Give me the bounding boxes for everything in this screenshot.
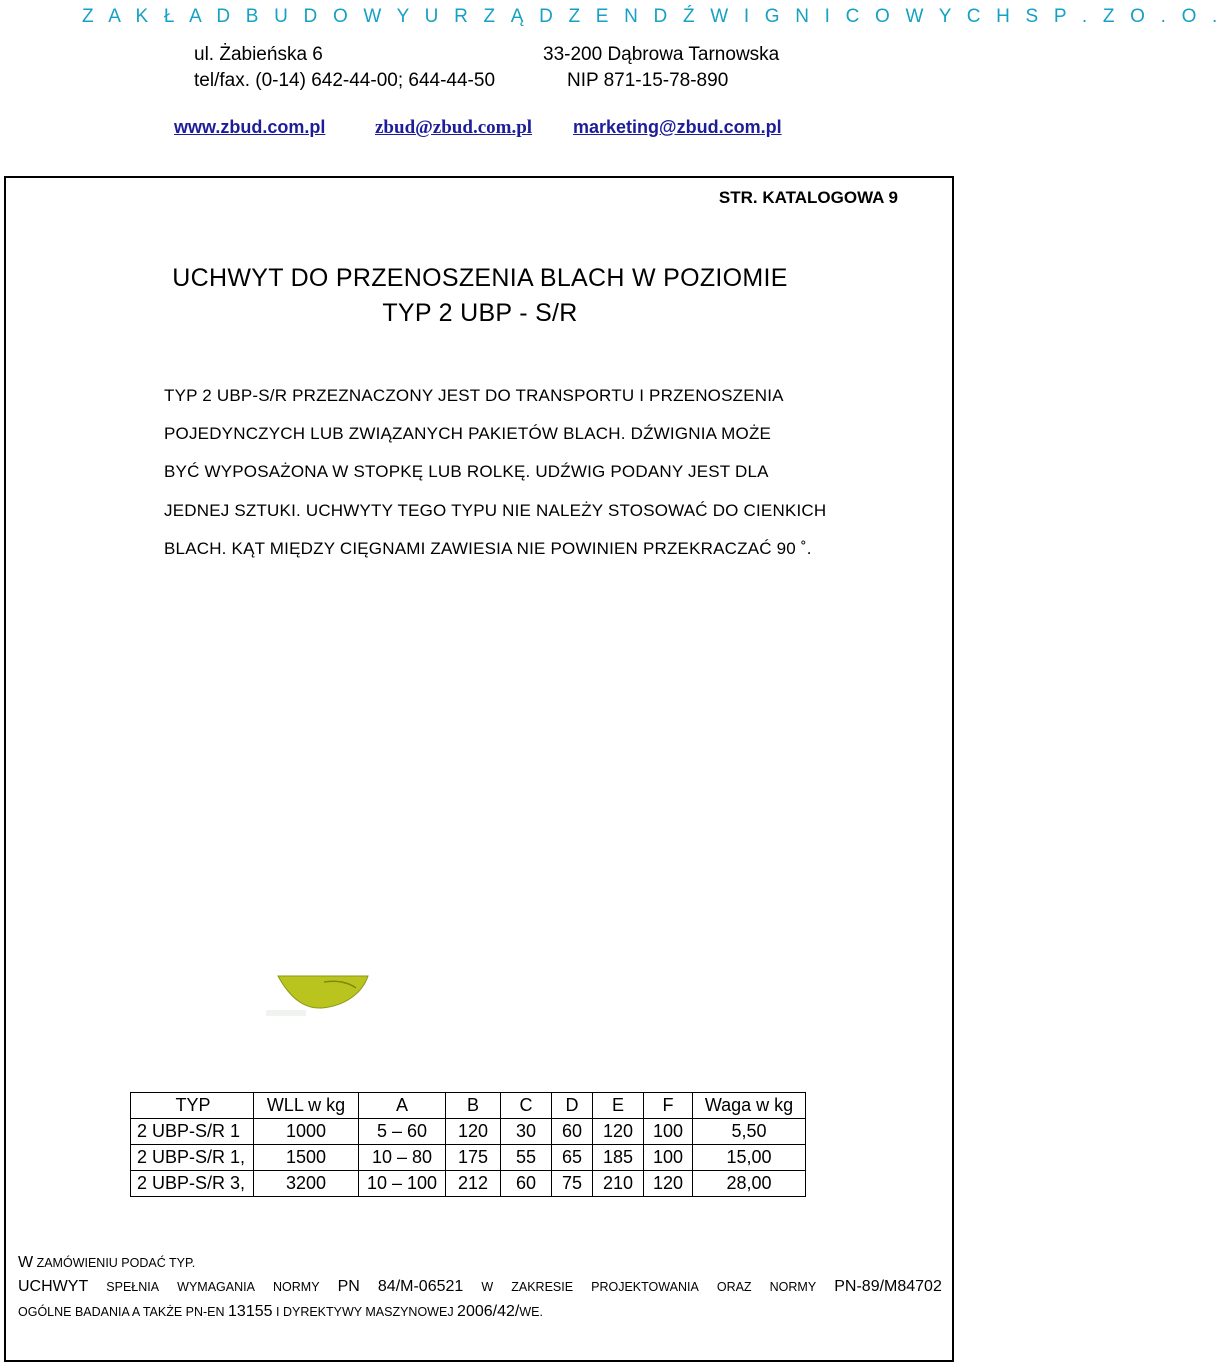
description-line: POJEDYNCZYCH LUB ZWIĄZANYCH PAKIETÓW BLACH. DŹWIGNIA MOŻE [164,424,772,443]
norm-compliance-line [18,1278,942,1296]
table-cell: 2 UBP-S/R 3, [131,1171,254,1197]
marketing-email-link[interactable]: marketing@zbud.com.pl [573,117,782,137]
table-cell: 1000 [254,1119,359,1145]
company-name: Z A K Ł A D B U D O W Y U R Z Ą D Z E N D Ź W I G N I C O W Y C H S P . Z O . O . [82,6,1223,27]
table-cell: 100 [644,1145,693,1171]
norm-word: PROJEKTOWANIA [591,1280,699,1294]
column-header: E [593,1093,644,1119]
table-cell: 65 [552,1145,593,1171]
table-cell: 120 [593,1119,644,1145]
order-note [18,1254,195,1272]
norm-word: OGÓLNE BADANIA A TAKŻE PN-EN [18,1305,229,1319]
nip-number: NIP 871-15-78-890 [567,70,729,91]
table-cell: 5,50 [693,1119,806,1145]
description-line: JEDNEJ SZTUKI. UCHWYTY TEGO TYPU NIE NALEŻY STOSOWAĆ DO CIENKICH [164,501,827,520]
column-header: F [644,1093,693,1119]
norm-word: ZAKRESIE [511,1280,574,1294]
norm-word: WYMAGANIA [177,1280,255,1294]
table-cell: 120 [644,1171,693,1197]
column-header: A [359,1093,446,1119]
norm-word: PN [337,1278,360,1295]
column-header: Waga w kg [693,1093,806,1119]
table-cell: 10 – 100 [359,1171,446,1197]
norm-compliance-line-2 [18,1303,543,1321]
column-header: D [552,1093,593,1119]
norm-word: WE. [519,1305,543,1319]
table-cell: 75 [552,1171,593,1197]
table-cell: 2 UBP-S/R 1, [131,1145,254,1171]
norm-word: 2006/42/ [457,1303,520,1320]
table-cell: 3200 [254,1171,359,1197]
table-cell: 60 [552,1119,593,1145]
order-note-text: ZAMÓWIENIU PODAĆ TYP. [33,1256,196,1270]
table-cell: 175 [446,1145,501,1171]
table-cell: 1500 [254,1145,359,1171]
product-illustration-fragment [264,972,374,1016]
table-cell: 28,00 [693,1171,806,1197]
description-line: BLACH. KĄT MIĘDZY CIĘGNAMI ZAWIESIA NIE POWINIEN PRZEKRACZAĆ 90 ˚. [164,539,812,558]
table-cell: 30 [501,1119,552,1145]
city-address: 33-200 Dąbrowa Tarnowska [543,44,780,65]
norm-word: ORAZ [716,1280,752,1294]
table-header-row [131,1093,806,1119]
norm-word: W [481,1280,494,1294]
table-cell: 55 [501,1145,552,1171]
table-cell: 10 – 80 [359,1145,446,1171]
page-subtitle: TYP 2 UBP - S/R [382,299,578,327]
table-cell: 100 [644,1119,693,1145]
street-address: ul. Żabieńska 6 [194,44,323,65]
description-line: TYP 2 UBP-S/R PRZEZNACZONY JEST DO TRANSPORTU I PRZENOSZENIA [164,386,784,405]
column-header: B [446,1093,501,1119]
table-row [131,1145,806,1171]
norm-word: SPEŁNIA [106,1280,160,1294]
phone-fax: tel/fax. (0-14) 642-44-00; 644-44-50 [194,70,496,91]
column-header: C [501,1093,552,1119]
norm-word: UCHWYT [18,1278,89,1295]
norm-word: I DYREKTYWY MASZYNOWEJ [272,1305,458,1319]
table-cell: 15,00 [693,1145,806,1171]
table-row [131,1119,806,1145]
column-header: TYP [131,1093,254,1119]
norm-word: NORMY [769,1280,817,1294]
table-cell: 120 [446,1119,501,1145]
norm-word: NORMY [273,1280,320,1294]
description-line: BYĆ WYPOSAŻONA W STOPKĘ LUB ROLKĘ. UDŹWIG PODANY JEST DLA [164,462,769,481]
table-cell: 185 [593,1145,644,1171]
website-link[interactable]: www.zbud.com.pl [174,117,326,137]
norm-word: 84/M-06521 [377,1278,464,1295]
specification-table [130,1092,806,1197]
table-cell: 212 [446,1171,501,1197]
order-note-initial: W [18,1254,34,1271]
table-cell: 210 [593,1171,644,1197]
table-cell: 5 – 60 [359,1119,446,1145]
table-row [131,1171,806,1197]
catalog-page-number: STR. KATALOGOWA 9 [718,188,898,207]
table-cell: 60 [501,1171,552,1197]
table-cell: 2 UBP-S/R 1 [131,1119,254,1145]
page-title: UCHWYT DO PRZENOSZENIA BLACH W POZIOMIE [172,264,788,292]
column-header: WLL w kg [254,1093,359,1119]
norm-word: 13155 [228,1303,273,1320]
email-link[interactable]: zbud@zbud.com.pl [375,117,533,138]
norm-word: PN-89/M84702 [834,1278,942,1295]
